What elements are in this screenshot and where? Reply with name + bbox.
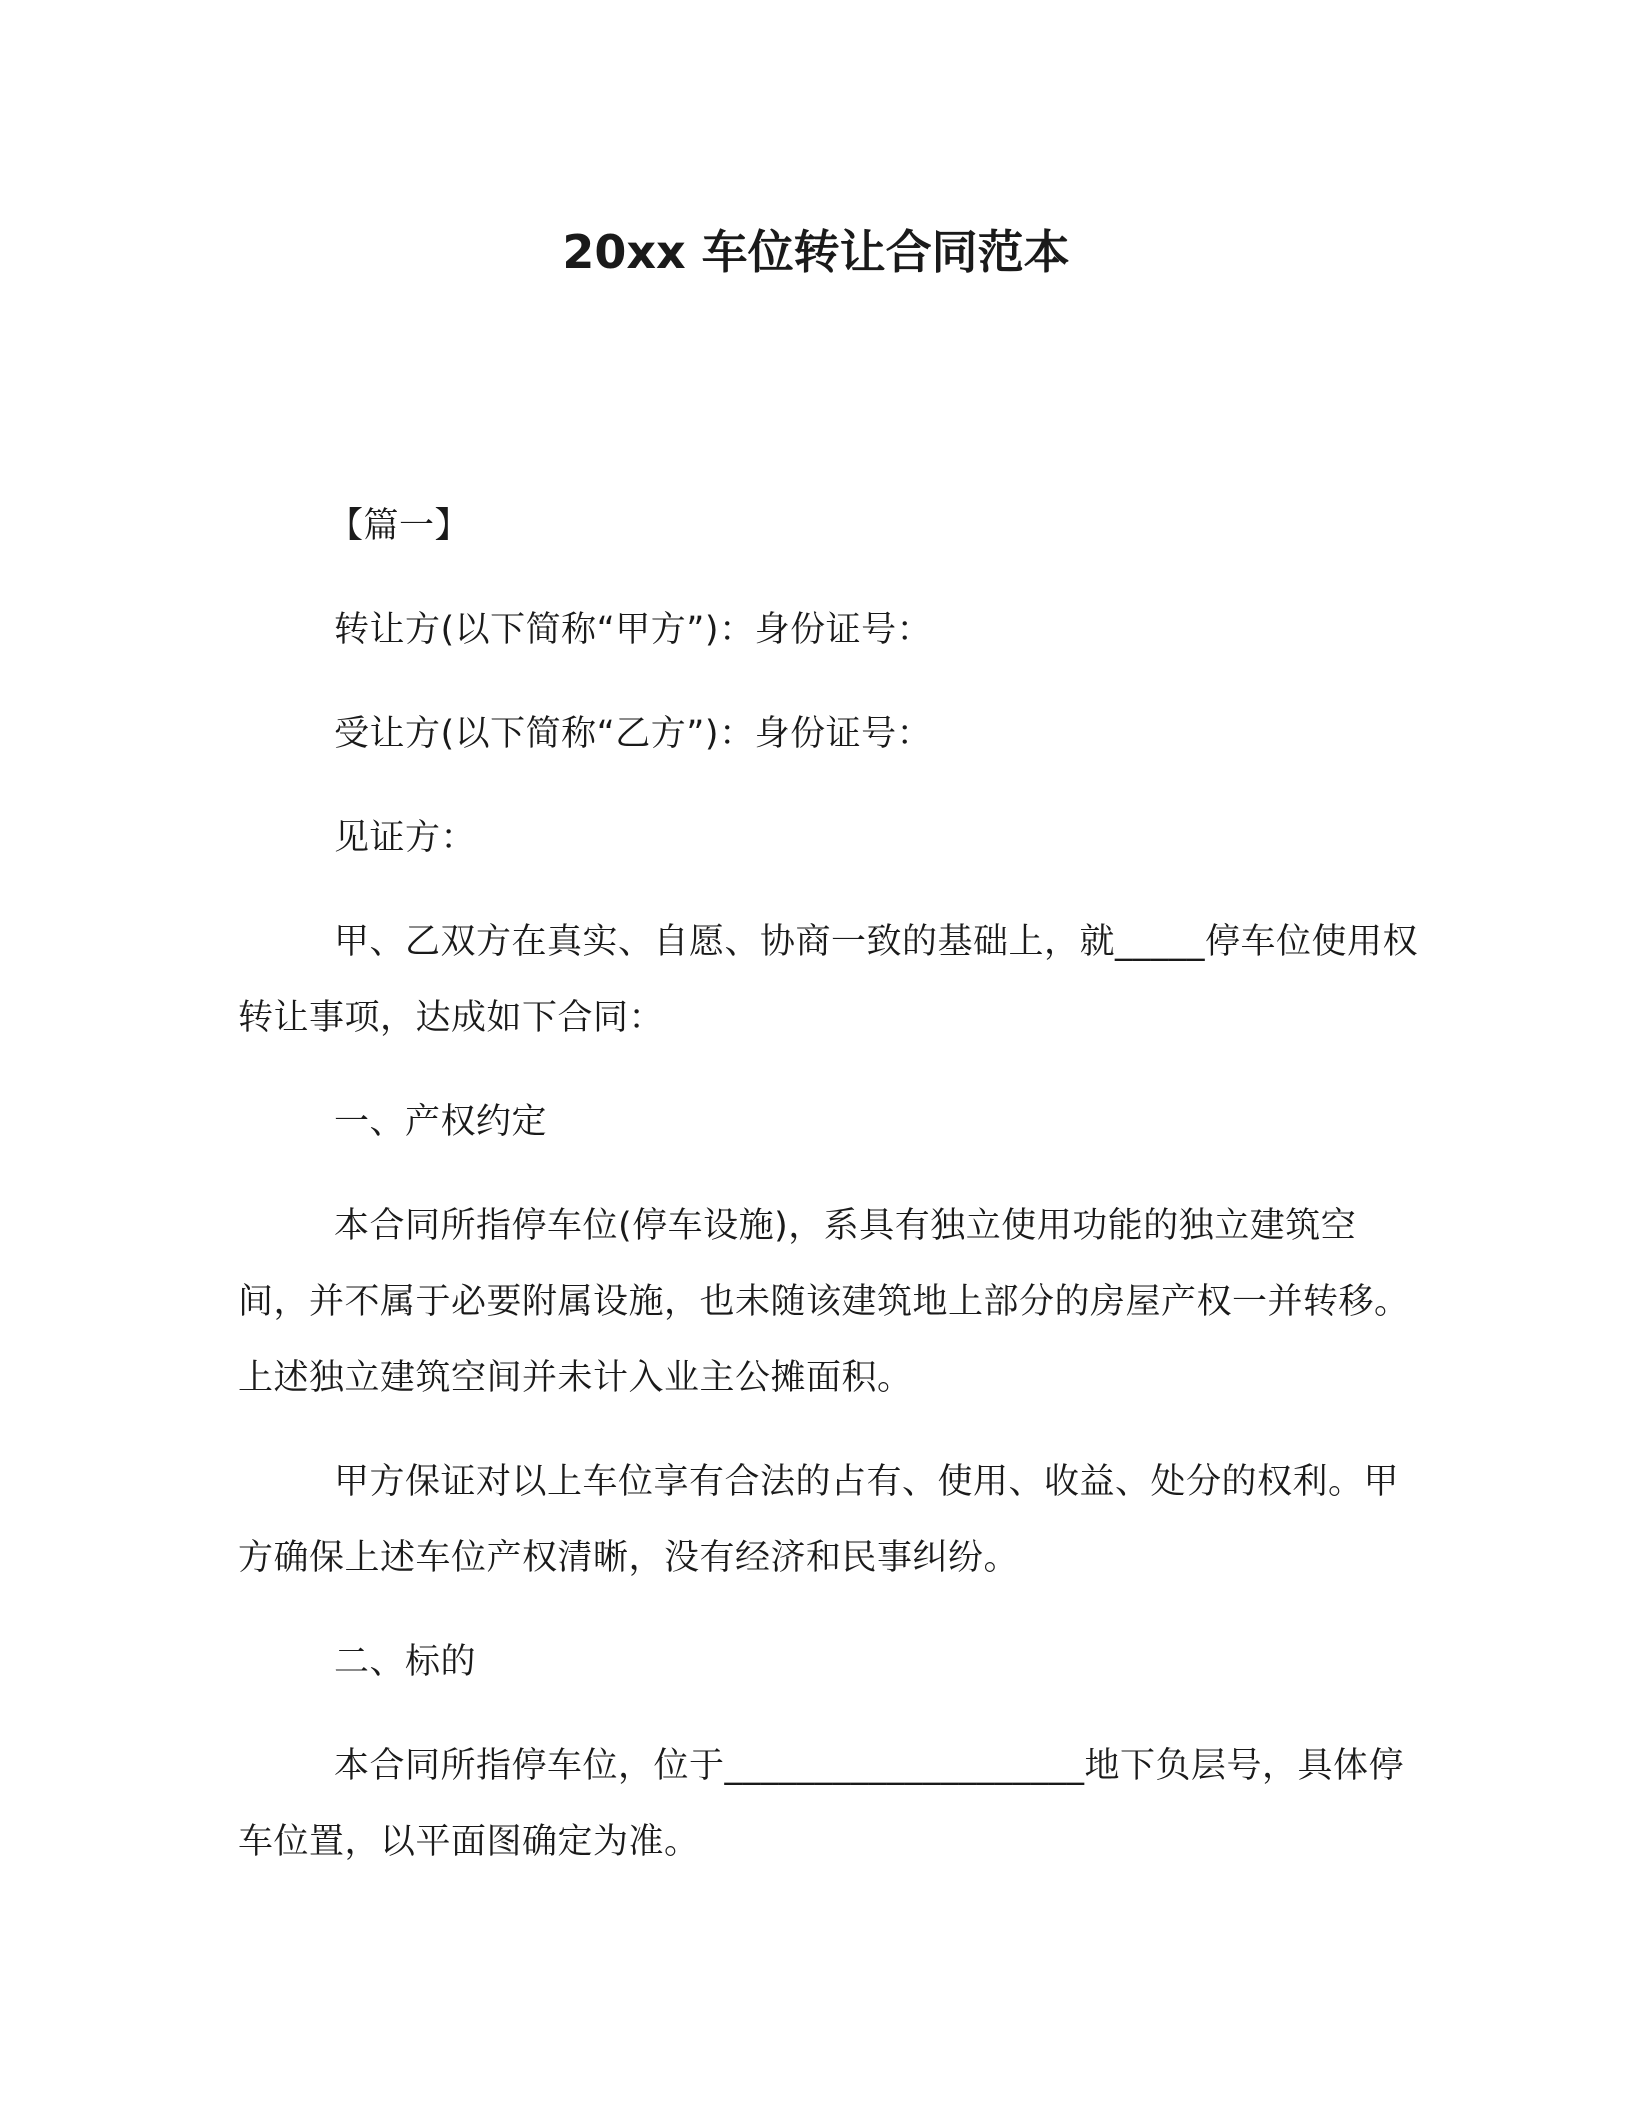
document-body — [238, 488, 1418, 1880]
section-label: 【篇一】 — [328, 506, 471, 546]
party-a-line: 转让方(以下简称“甲方”)：身份证号： — [334, 610, 933, 650]
party-b-line: 受让方(以下简称“乙方”)：身份证号： — [334, 714, 933, 754]
intro-paragraph: 甲、乙双方在真实、自愿、协商一致的基础上，就_____停车位使用权转让事项，达成如下合同： — [238, 922, 1419, 1038]
heading-ownership: 一、产权约定 — [334, 1102, 548, 1142]
document-title: 20xx 车位转让合同范本 — [562, 225, 1070, 279]
witness-line: 见证方： — [334, 818, 477, 858]
subject-paragraph: 本合同所指停车位，位于____________________地下负层号，具体停车位置，以平面图确定为准。 — [238, 1746, 1405, 1862]
ownership-paragraph-1: 本合同所指停车位(停车设施)，系具有独立使用功能的独立建筑空间，并不属于必要附属设施，也未随该建筑地上部分的房屋产权一并转移。上述独立建筑空间并未计入业主公摊面积。 — [238, 1206, 1410, 1398]
ownership-paragraph-2: 甲方保证对以上车位享有合法的占有、使用、收益、处分的权利。甲方确保上述车位产权清晰，没有经济和民事纠纷。 — [238, 1462, 1400, 1578]
heading-subject: 二、标的 — [334, 1642, 477, 1682]
